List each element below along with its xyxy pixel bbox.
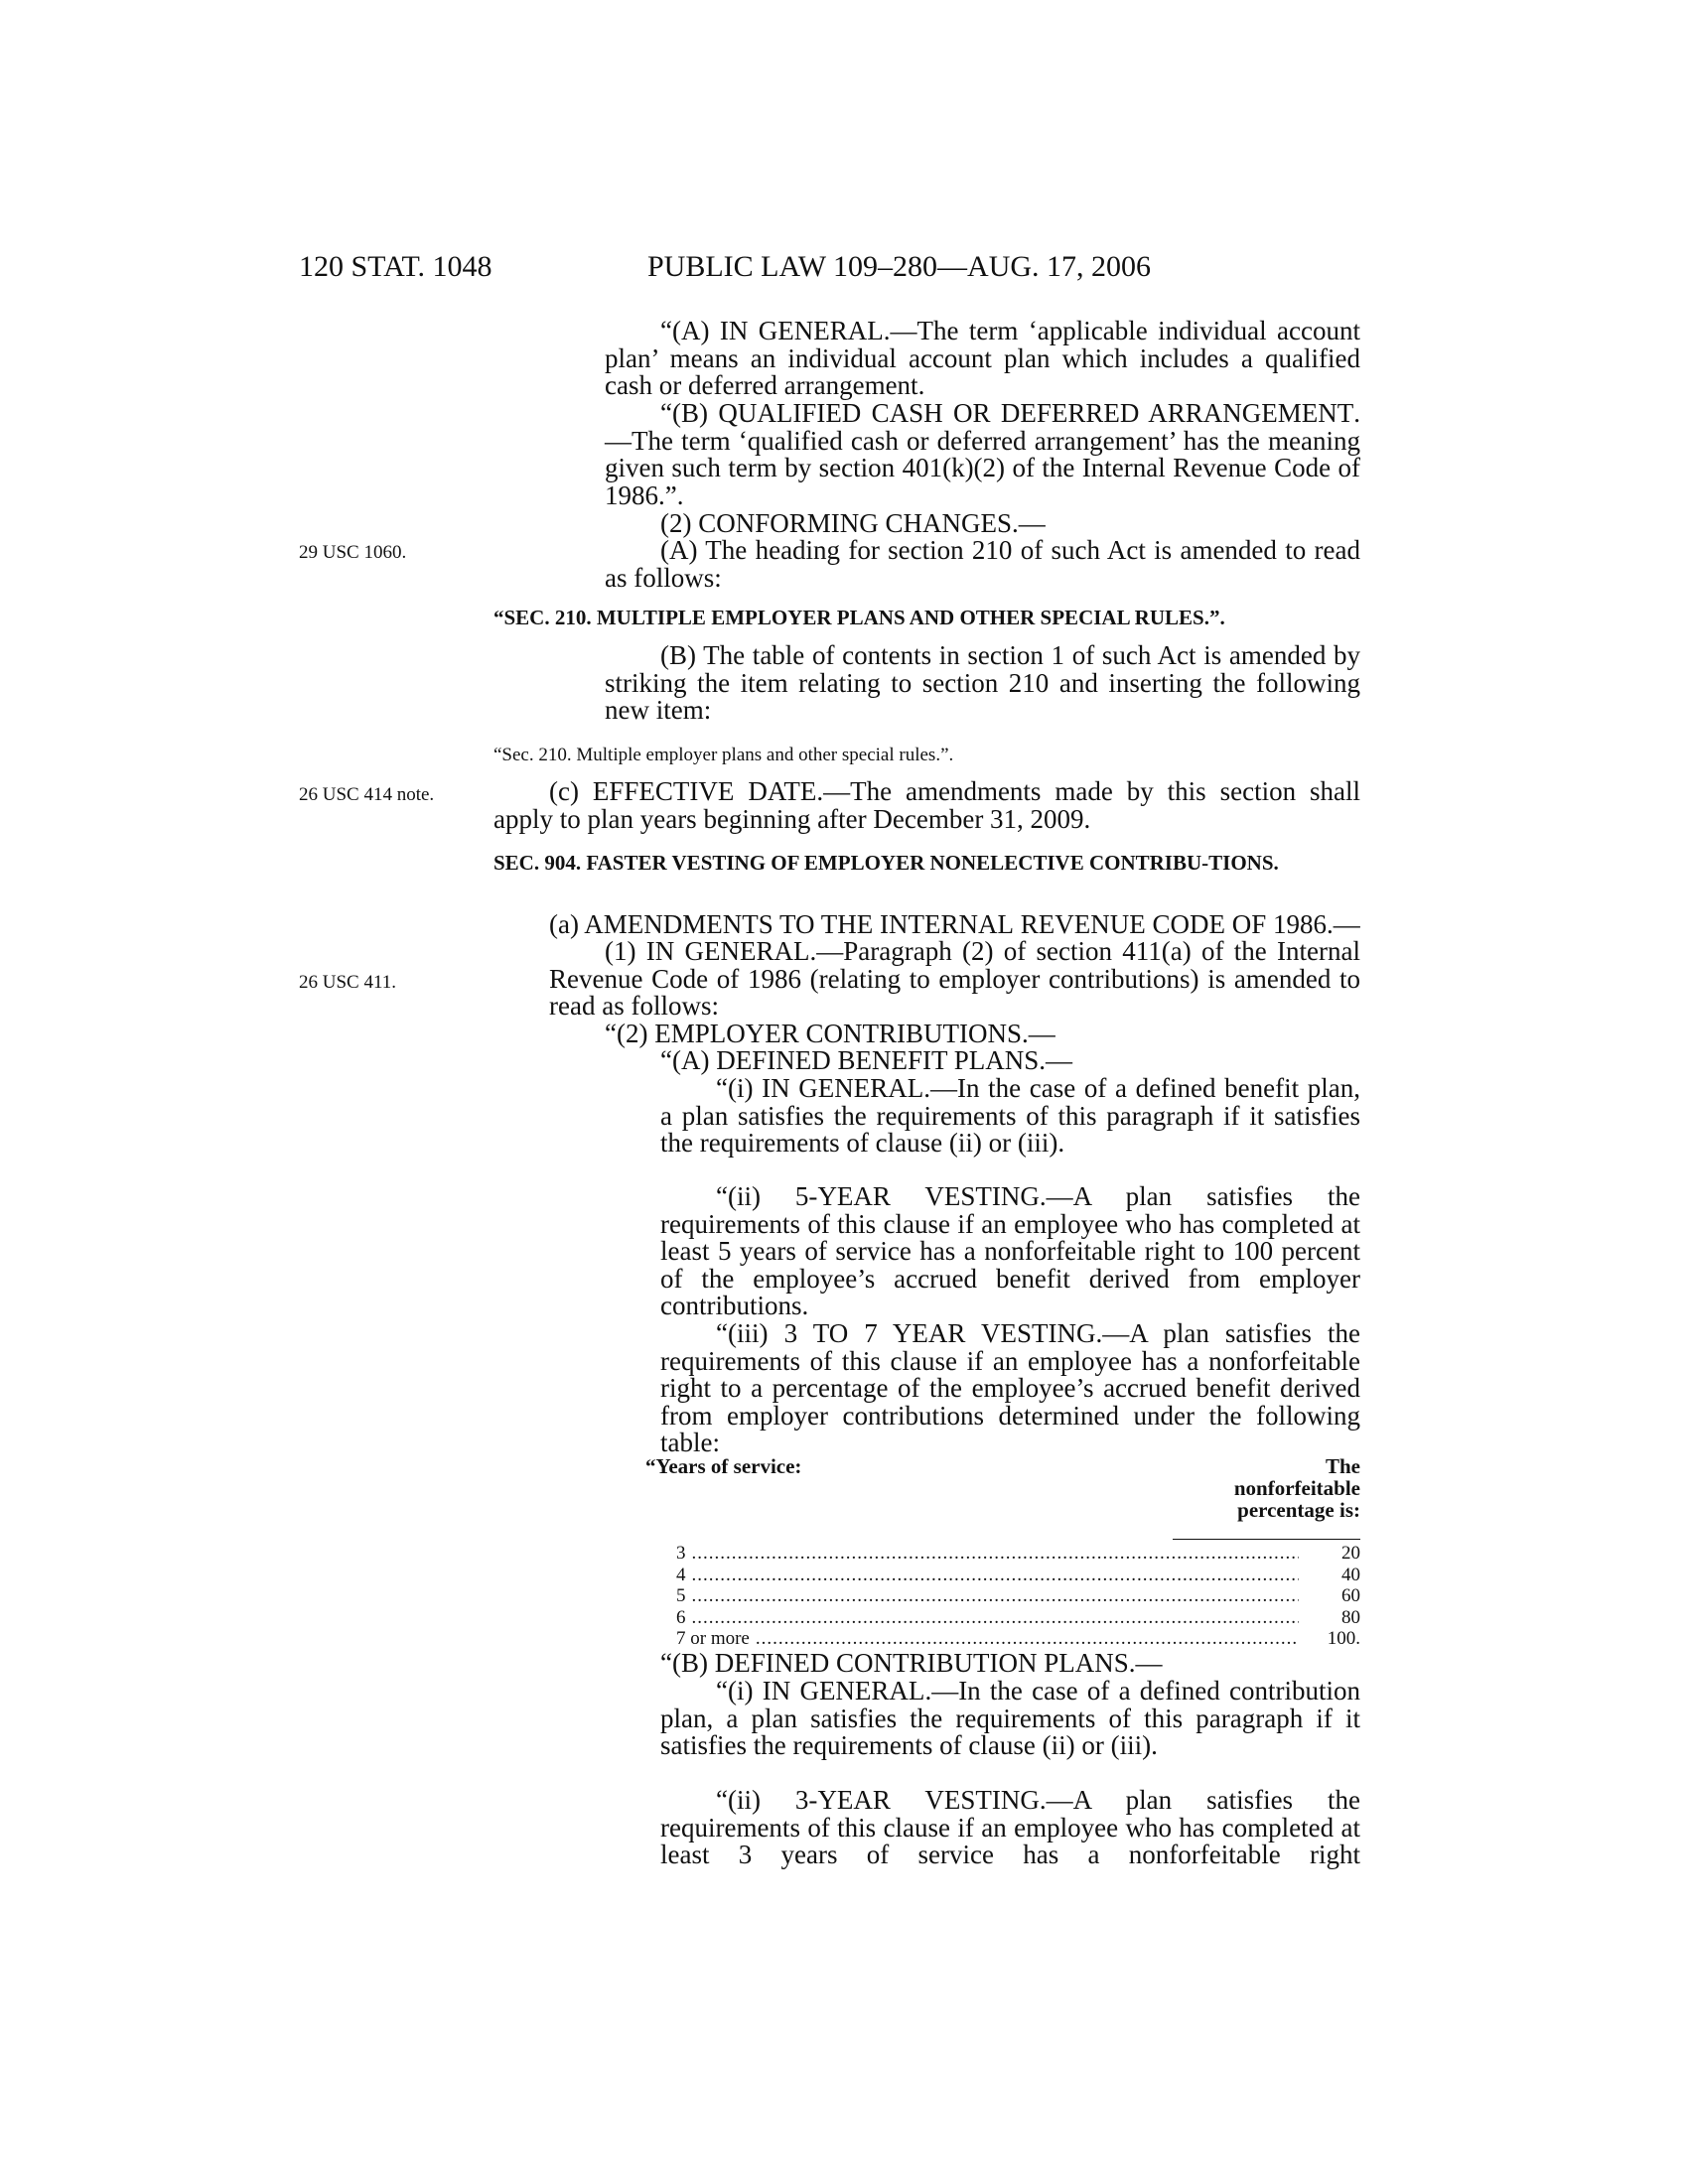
para-amendments-to-irc: (a) AMENDMENTS TO THE INTERNAL REVENUE CODE OF 1986.— <box>549 909 1360 939</box>
table-row: 4 ..... 40 <box>676 1565 1360 1586</box>
running-header-title: PUBLIC LAW 109–280—AUG. 17, 2006 <box>647 250 1152 283</box>
para-conforming-changes: (2) CONFORMING CHANGES.— <box>660 508 1046 538</box>
para-effective-date: (c) EFFECTIVE DATE.—The amendments made by this section shall apply to plan years beginning after December 31, 2009. <box>493 776 1360 834</box>
para-2-employer-contributions: “(2) EMPLOYER CONTRIBUTIONS.— <box>605 1019 1055 1048</box>
para-i-in-general-defined-contribution: “(i) IN GENERAL.—In the case of a defined contribution plan, a plan satisfies the requirements of this paragraph if it satisfies the requirements of clause (ii) or (iii). <box>660 1676 1360 1760</box>
toc-item-sec-210: “Sec. 210. Multiple employer plans and other special rules.”. <box>493 745 954 765</box>
column-header-years-of-service: “Years of service: <box>645 1454 802 1478</box>
vesting-table-header <box>645 1455 1360 1539</box>
margin-note-26-usc-414: 26 USC 414 note. <box>299 784 435 805</box>
para-1-in-general: (1) IN GENERAL.—Paragraph (2) of section 411(a) of the Internal Revenue Code of 1986 (relating to employer contributions) is amended to read as follows: <box>549 936 1360 1021</box>
table-row: 7 or more ..... 100. <box>676 1628 1360 1650</box>
section-904-heading: SEC. 904. FASTER VESTING OF EMPLOYER NONELECTIVE CONTRIBU-TIONS. <box>493 851 1279 875</box>
para-qualified-cash-or-deferred: “(B) QUALIFIED CASH OR DEFERRED ARRANGEMENT.—The term ‘qualified cash or deferred arrangement’ has the meaning given such term by section 401(k)(2) of the Internal Revenue Code of 1986.”. <box>605 398 1360 510</box>
margin-note-29-usc-1060: 29 USC 1060. <box>299 542 407 563</box>
column-header-nonforfeitable-percentage: The nonforfeitable percentage is: <box>1233 1454 1360 1522</box>
section-210-heading: “SEC. 210. MULTIPLE EMPLOYER PLANS AND OTHER SPECIAL RULES.”. <box>493 606 1225 629</box>
statute-page-number: 120 STAT. 1048 <box>299 250 492 283</box>
table-header-rule <box>1173 1539 1360 1540</box>
para-iii-3-to-7-year-vesting: “(iii) 3 TO 7 YEAR VESTING.—A plan satisfies the requirements of this clause if an employee has a nonforfeitable right to a percentage of the employee’s accrued benefit derived from employer contributions determined under the following table: <box>660 1318 1360 1457</box>
table-row: 5 ..... 60 <box>676 1585 1360 1607</box>
para-a-defined-benefit-plans: “(A) DEFINED BENEFIT PLANS.— <box>660 1045 1072 1075</box>
para-b-defined-contribution-plans: “(B) DEFINED CONTRIBUTION PLANS.— <box>660 1648 1163 1678</box>
table-row: 3 ..... 20 <box>676 1543 1360 1565</box>
para-applicable-individual-account-plan: “(A) IN GENERAL.—The term ‘applicable individual account plan’ means an individual account plan which includes a qualified cash or deferred arrangement. <box>605 316 1360 400</box>
vesting-table-body <box>645 1543 1360 1650</box>
table-row: 6 ..... 80 <box>676 1607 1360 1629</box>
para-heading-amended: (A) The heading for section 210 of such Act is amended to read as follows: <box>605 535 1360 593</box>
para-i-in-general-defined-benefit: “(i) IN GENERAL.—In the case of a defined benefit plan, a plan satisfies the requirements of this paragraph if it satisfies the requirements of clause (ii) or (iii). <box>660 1073 1361 1158</box>
para-table-of-contents-amended: (B) The table of contents in section 1 of such Act is amended by striking the item relating to section 210 and inserting the following new item: <box>605 640 1360 725</box>
para-ii-5-year-vesting: “(ii) 5-YEAR VESTING.—A plan satisfies the requirements of this clause if an employee who has completed at least 5 years of service has a nonforfeitable right to 100 percent of the employee’s accrued benefit derived from employer contributions. <box>660 1181 1361 1320</box>
para-ii-3-year-vesting: “(ii) 3-YEAR VESTING.—A plan satisfies the requirements of this clause if an employee who has completed at least 3 years of service has a nonforfeitable right <box>660 1785 1361 1869</box>
vesting-schedule-table <box>645 1455 1360 1650</box>
margin-note-26-usc-411: 26 USC 411. <box>299 972 397 993</box>
